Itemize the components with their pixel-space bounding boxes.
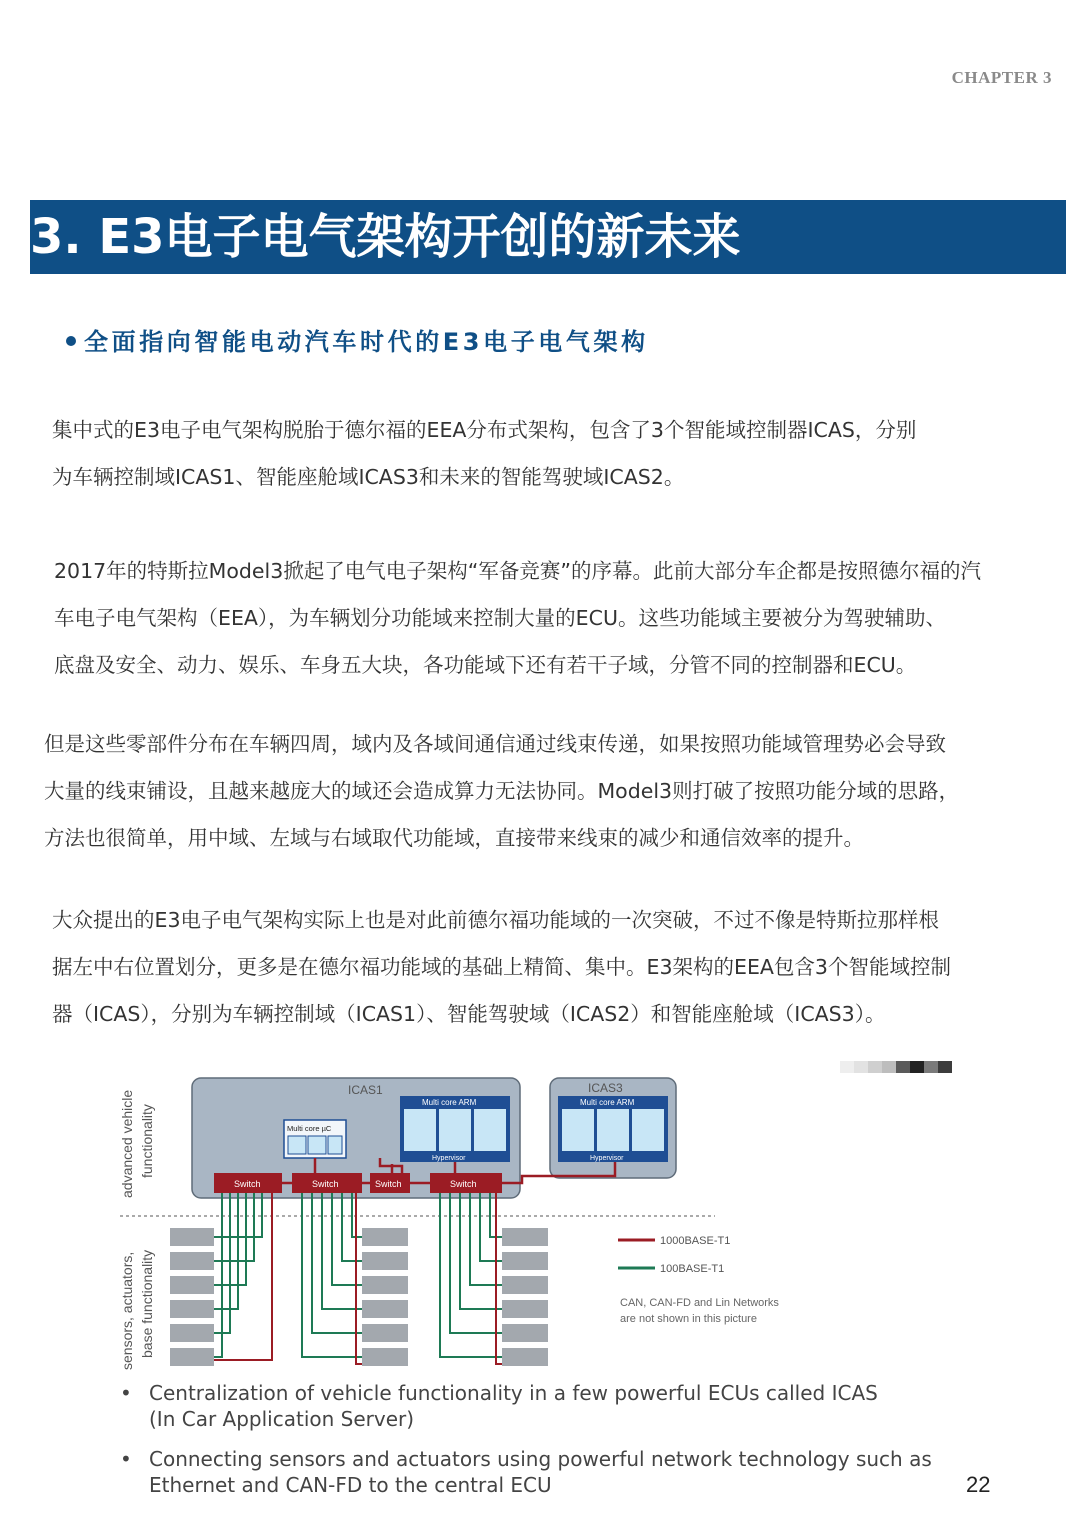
uc-cell [328,1136,342,1154]
paragraph-line: 集中式的E3电子电气架构脱胎于德尔福的EEA分布式架构，包含了3个智能域控制器ICAS，分别 [52,418,917,442]
icas3-label: ICAS3 [588,1081,623,1095]
bullet-dot-icon: • [120,1447,132,1471]
note-line-1: CAN, CAN-FD and Lin Networks [620,1297,779,1309]
bullet-line: (In Car Application Server) [149,1407,415,1431]
bullet-dot-icon: • [120,1381,132,1405]
paragraph-line: 大众提出的E3电子电气架构实际上也是对此前德尔福功能域的一次突破，不过不像是特斯拉那样根 [52,908,939,932]
gigabit-drop-links [214,1193,502,1364]
switch-3-label: Switch [375,1179,402,1189]
icas1-hypervisor-label: Hypervisor [432,1155,466,1162]
icas3-arm-label: Multi core ARM [580,1098,635,1107]
paragraph-line: 底盘及安全、动力、娱乐、车身五大块，各功能域下还有若干子域，分管不同的控制器和ECU。 [54,653,917,677]
arm-cell [562,1109,594,1151]
paragraph-line: 车电子电气架构（EEA），为车辆划分功能域来控制大量的ECU。这些功能域主要被分为驾驶辅助、 [54,606,946,630]
arm-cell [597,1109,629,1151]
subtitle-text: 全面指向智能电动汽车时代的E3电子电气架构 [84,328,649,356]
side-label-bottom-2: base functionality [139,1249,155,1358]
ecu-column-2 [362,1228,408,1366]
paragraph-line: 大量的线束铺设，且越来越庞大的域还会造成算力无法协同。Model3则打破了按照功能分域的思路， [44,779,960,803]
bullet-item-1 [120,1380,920,1432]
paragraph-4 [52,897,951,1038]
arm-cell [439,1109,471,1151]
page-number: 22 [966,1472,991,1497]
paragraph-line: 但是这些零部件分布在车辆四周，域内及各域间通信通过线束传递，如果按照功能域管理势必会导致 [44,732,946,756]
paragraph-line: 据左中右位置划分，更多是在德尔福功能域的基础上精简、集中。E3架构的EEA包含3个智能域控制 [52,955,951,979]
paragraph-line: 2017年的特斯拉Model3掀起了电气电子架构“军备竞赛”的序幕。此前大部分车企都是按照德尔福的汽 [54,559,982,583]
paragraph-2 [54,548,981,689]
ecu-column-3 [502,1228,548,1366]
chapter-label: CHAPTER 3 [951,68,1052,87]
switch-2-label: Switch [312,1179,339,1189]
paragraph-line: 方法也很简单，用中域、左域与右域取代功能域，直接带来线束的减少和通信效率的提升。 [44,826,864,850]
legend-100base-label: 100BASE-T1 [660,1263,725,1275]
diagram-bullets [120,1380,932,1512]
uc-cell [308,1136,326,1154]
multicore-uc-label: Multi core µC [287,1124,332,1133]
arm-cell [404,1109,436,1151]
bullet-line: Centralization of vehicle functionality in a few powerful ECUs called ICAS [149,1381,878,1405]
arm-cell [474,1109,506,1151]
paragraph-3 [44,721,959,862]
pixelated-watermark [840,1061,952,1073]
icas3-hypervisor-label: Hypervisor [590,1155,624,1162]
bullet-line: Ethernet and CAN-FD to the central ECU [149,1473,552,1497]
bullet-line: Connecting sensors and actuators using powerful network technology such as [149,1447,932,1471]
section-title: 3. E3电子电气架构开创的新未来 [30,209,741,265]
switch-1-label: Switch [234,1179,261,1189]
paragraph-1 [52,407,916,501]
subtitle [66,322,649,357]
icas1-arm-label: Multi core ARM [422,1098,477,1107]
bullet-dot-icon [66,336,76,346]
legend-1000base-label: 1000BASE-T1 [660,1235,731,1247]
icas1-label: ICAS1 [348,1083,383,1097]
e3-architecture-diagram [110,1070,830,1370]
paragraph-line: 为车辆控制域ICAS1、智能座舱域ICAS3和未来的智能驾驶域ICAS2。 [52,465,685,489]
uc-cell [288,1136,306,1154]
switch-4-label: Switch [450,1179,477,1189]
paragraph-line: 器（ICAS），分别为车辆控制域（ICAS1）、智能驾驶域（ICAS2）和智能座舱域（ICAS3）。 [52,1002,886,1026]
ecu-column-1 [170,1228,214,1366]
section-title-bar [30,200,1066,274]
side-label-top-2: functionality [139,1104,155,1178]
side-label-top-1: advanced vehicle [119,1089,135,1198]
side-label-bottom-1: sensors, actuators, [119,1251,135,1370]
note-line-2: are not shown in this picture [620,1313,757,1325]
bullet-item-2 [120,1446,932,1498]
arm-cell [632,1109,664,1151]
fast-ethernet-links [214,1193,502,1357]
